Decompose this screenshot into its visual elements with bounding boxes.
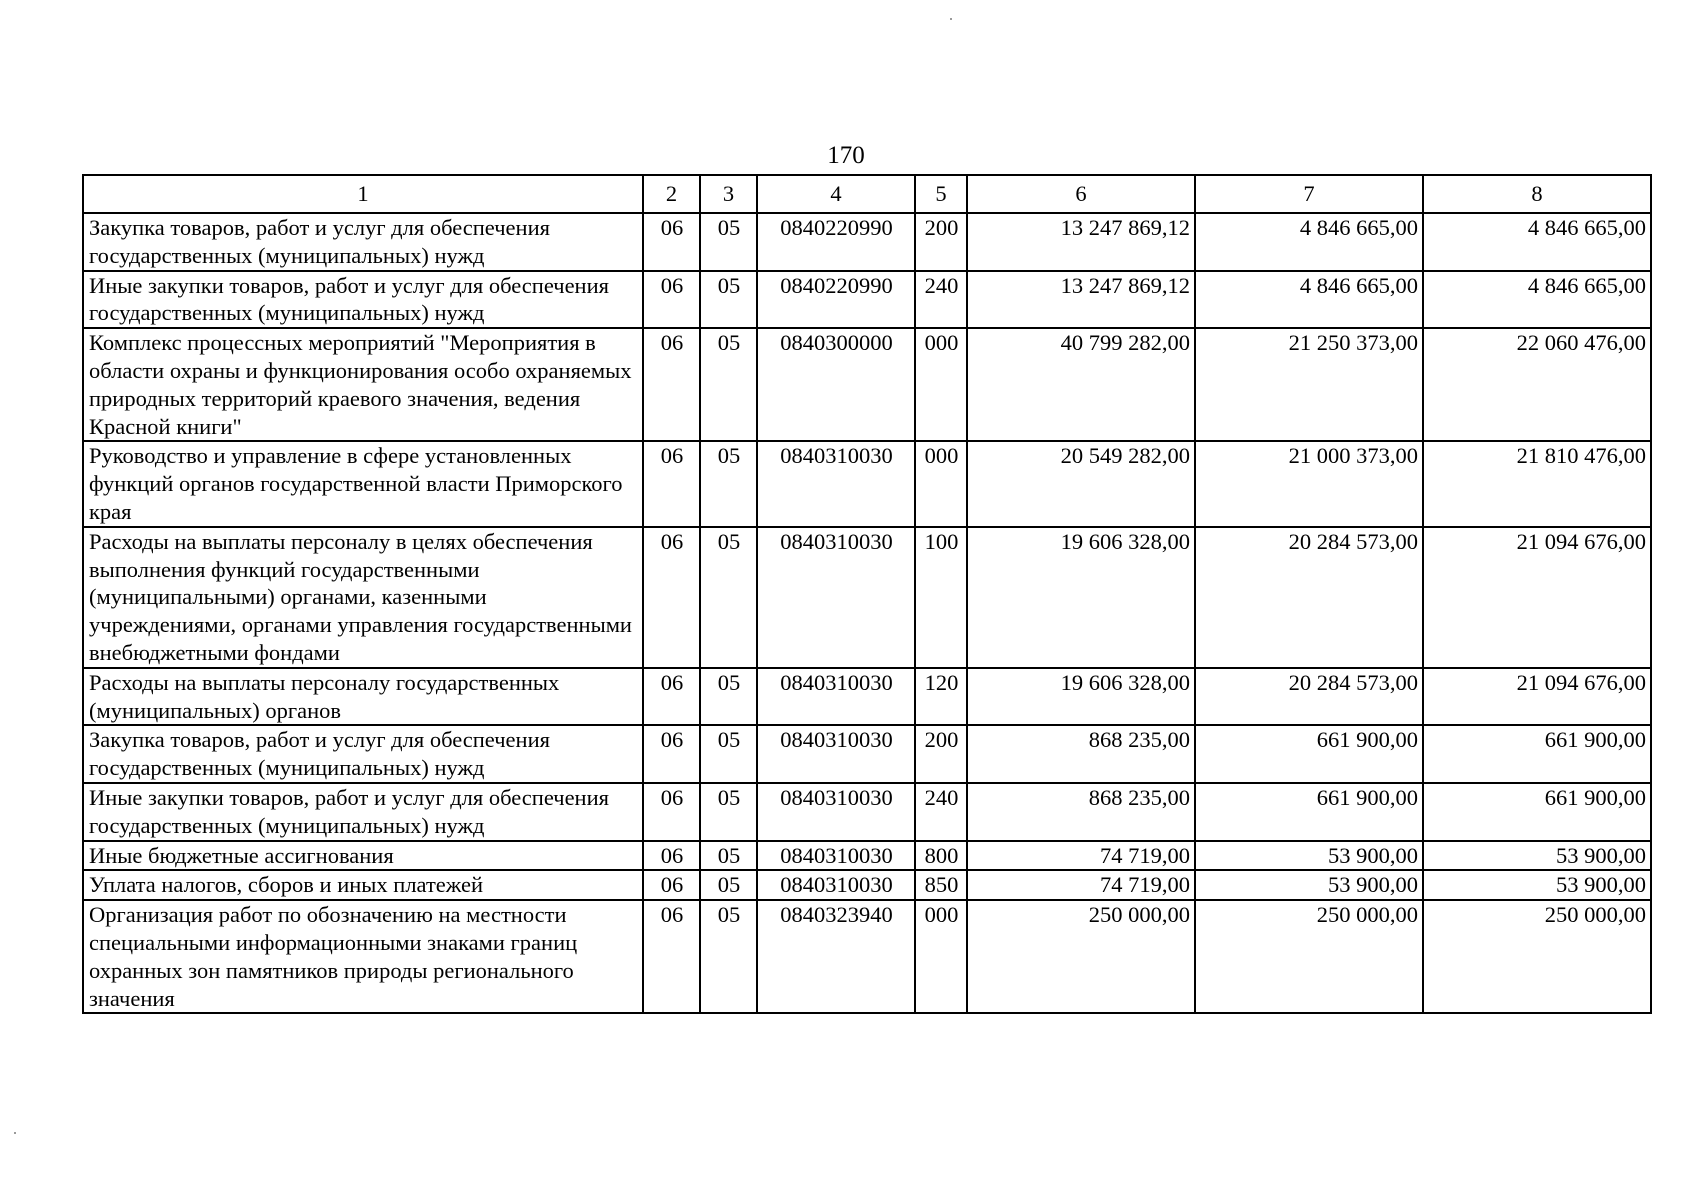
budget-table bbox=[82, 174, 1652, 1014]
row-expense-type: 200 bbox=[915, 213, 967, 271]
row-expense-type: 200 bbox=[915, 725, 967, 783]
row-expense-type: 240 bbox=[915, 783, 967, 841]
header-col-3: 3 bbox=[700, 175, 757, 213]
header-col-6: 6 bbox=[967, 175, 1195, 213]
row-amount-8: 21 094 676,00 bbox=[1423, 668, 1651, 726]
row-name: Иные закупки товаров, работ и услуг для обеспечения государственных (муниципальных) нужд bbox=[83, 783, 643, 841]
row-amount-8: 21 810 476,00 bbox=[1423, 441, 1651, 526]
row-expense-type: 000 bbox=[915, 441, 967, 526]
row-amount-8: 250 000,00 bbox=[1423, 900, 1651, 1013]
row-section: 06 bbox=[643, 527, 700, 668]
row-target: 0840300000 bbox=[757, 328, 915, 441]
table-row bbox=[83, 783, 1651, 841]
row-section: 06 bbox=[643, 668, 700, 726]
row-subsection: 05 bbox=[700, 328, 757, 441]
row-name: Комплекс процессных мероприятий "Мероприятия в области охраны и функционирования особо охраняемых природных территорий краевого значения, ведения Красной книги" bbox=[83, 328, 643, 441]
row-amount-7: 661 900,00 bbox=[1195, 725, 1423, 783]
row-expense-type: 000 bbox=[915, 900, 967, 1013]
row-amount-6: 868 235,00 bbox=[967, 783, 1195, 841]
row-amount-6: 13 247 869,12 bbox=[967, 271, 1195, 329]
table-row bbox=[83, 841, 1651, 871]
page-number: 170 bbox=[827, 142, 865, 169]
row-subsection: 05 bbox=[700, 900, 757, 1013]
row-amount-6: 13 247 869,12 bbox=[967, 213, 1195, 271]
row-amount-7: 4 846 665,00 bbox=[1195, 213, 1423, 271]
row-target: 0840310030 bbox=[757, 841, 915, 871]
table-row bbox=[83, 725, 1651, 783]
row-name: Уплата налогов, сборов и иных платежей bbox=[83, 870, 643, 900]
header-col-5: 5 bbox=[915, 175, 967, 213]
row-amount-8: 53 900,00 bbox=[1423, 870, 1651, 900]
row-subsection: 05 bbox=[700, 841, 757, 871]
table-row bbox=[83, 668, 1651, 726]
row-name: Руководство и управление в сфере установленных функций органов государственной власти Приморского края bbox=[83, 441, 643, 526]
row-amount-8: 22 060 476,00 bbox=[1423, 328, 1651, 441]
row-amount-6: 20 549 282,00 bbox=[967, 441, 1195, 526]
row-target: 0840310030 bbox=[757, 668, 915, 726]
table-row bbox=[83, 271, 1651, 329]
row-amount-7: 53 900,00 bbox=[1195, 870, 1423, 900]
header-col-7: 7 bbox=[1195, 175, 1423, 213]
row-amount-7: 661 900,00 bbox=[1195, 783, 1423, 841]
row-subsection: 05 bbox=[700, 725, 757, 783]
row-section: 06 bbox=[643, 783, 700, 841]
row-subsection: 05 bbox=[700, 870, 757, 900]
header-col-8: 8 bbox=[1423, 175, 1651, 213]
header-col-4: 4 bbox=[757, 175, 915, 213]
row-amount-7: 21 000 373,00 bbox=[1195, 441, 1423, 526]
row-name: Расходы на выплаты персоналу государственных (муниципальных) органов bbox=[83, 668, 643, 726]
row-amount-8: 4 846 665,00 bbox=[1423, 213, 1651, 271]
row-expense-type: 800 bbox=[915, 841, 967, 871]
row-section: 06 bbox=[643, 271, 700, 329]
row-subsection: 05 bbox=[700, 527, 757, 668]
row-expense-type: 120 bbox=[915, 668, 967, 726]
header-col-2: 2 bbox=[643, 175, 700, 213]
row-name: Закупка товаров, работ и услуг для обеспечения государственных (муниципальных) нужд bbox=[83, 213, 643, 271]
row-amount-8: 53 900,00 bbox=[1423, 841, 1651, 871]
scan-speck bbox=[14, 1132, 16, 1134]
row-section: 06 bbox=[643, 841, 700, 871]
row-section: 06 bbox=[643, 900, 700, 1013]
row-name: Иные закупки товаров, работ и услуг для обеспечения государственных (муниципальных) нужд bbox=[83, 271, 643, 329]
row-amount-7: 21 250 373,00 bbox=[1195, 328, 1423, 441]
table-row bbox=[83, 527, 1651, 668]
row-expense-type: 240 bbox=[915, 271, 967, 329]
row-subsection: 05 bbox=[700, 783, 757, 841]
row-target: 0840220990 bbox=[757, 271, 915, 329]
row-amount-6: 19 606 328,00 bbox=[967, 668, 1195, 726]
row-subsection: 05 bbox=[700, 441, 757, 526]
row-amount-8: 661 900,00 bbox=[1423, 783, 1651, 841]
row-section: 06 bbox=[643, 725, 700, 783]
row-amount-7: 4 846 665,00 bbox=[1195, 271, 1423, 329]
table-row bbox=[83, 213, 1651, 271]
row-amount-8: 661 900,00 bbox=[1423, 725, 1651, 783]
row-amount-7: 53 900,00 bbox=[1195, 841, 1423, 871]
row-name: Иные бюджетные ассигнования bbox=[83, 841, 643, 871]
row-amount-6: 250 000,00 bbox=[967, 900, 1195, 1013]
row-target: 0840310030 bbox=[757, 870, 915, 900]
row-expense-type: 850 bbox=[915, 870, 967, 900]
row-amount-6: 40 799 282,00 bbox=[967, 328, 1195, 441]
row-section: 06 bbox=[643, 441, 700, 526]
row-target: 0840220990 bbox=[757, 213, 915, 271]
row-amount-7: 250 000,00 bbox=[1195, 900, 1423, 1013]
row-name: Закупка товаров, работ и услуг для обеспечения государственных (муниципальных) нужд bbox=[83, 725, 643, 783]
row-subsection: 05 bbox=[700, 668, 757, 726]
row-target: 0840310030 bbox=[757, 783, 915, 841]
row-amount-6: 74 719,00 bbox=[967, 841, 1195, 871]
row-amount-6: 19 606 328,00 bbox=[967, 527, 1195, 668]
table-row bbox=[83, 900, 1651, 1013]
row-amount-6: 868 235,00 bbox=[967, 725, 1195, 783]
header-col-1: 1 bbox=[83, 175, 643, 213]
row-expense-type: 100 bbox=[915, 527, 967, 668]
row-amount-8: 4 846 665,00 bbox=[1423, 271, 1651, 329]
table-row bbox=[83, 870, 1651, 900]
row-subsection: 05 bbox=[700, 213, 757, 271]
table-row bbox=[83, 328, 1651, 441]
row-name: Организация работ по обозначению на местности специальными информационными знаками границ охранных зон памятников природы регионального значения bbox=[83, 900, 643, 1013]
header-row bbox=[83, 175, 1651, 213]
row-target: 0840310030 bbox=[757, 441, 915, 526]
row-section: 06 bbox=[643, 870, 700, 900]
row-section: 06 bbox=[643, 328, 700, 441]
row-target: 0840310030 bbox=[757, 527, 915, 668]
scan-speck bbox=[950, 18, 952, 20]
row-amount-6: 74 719,00 bbox=[967, 870, 1195, 900]
row-amount-8: 21 094 676,00 bbox=[1423, 527, 1651, 668]
row-target: 0840323940 bbox=[757, 900, 915, 1013]
row-section: 06 bbox=[643, 213, 700, 271]
row-expense-type: 000 bbox=[915, 328, 967, 441]
row-amount-7: 20 284 573,00 bbox=[1195, 668, 1423, 726]
row-subsection: 05 bbox=[700, 271, 757, 329]
row-target: 0840310030 bbox=[757, 725, 915, 783]
row-name: Расходы на выплаты персоналу в целях обеспечения выполнения функций государственными (муниципальными) органами, казенными учреждениями, органами управления государственными внебюджетными фондами bbox=[83, 527, 643, 668]
row-amount-7: 20 284 573,00 bbox=[1195, 527, 1423, 668]
table-row bbox=[83, 441, 1651, 526]
